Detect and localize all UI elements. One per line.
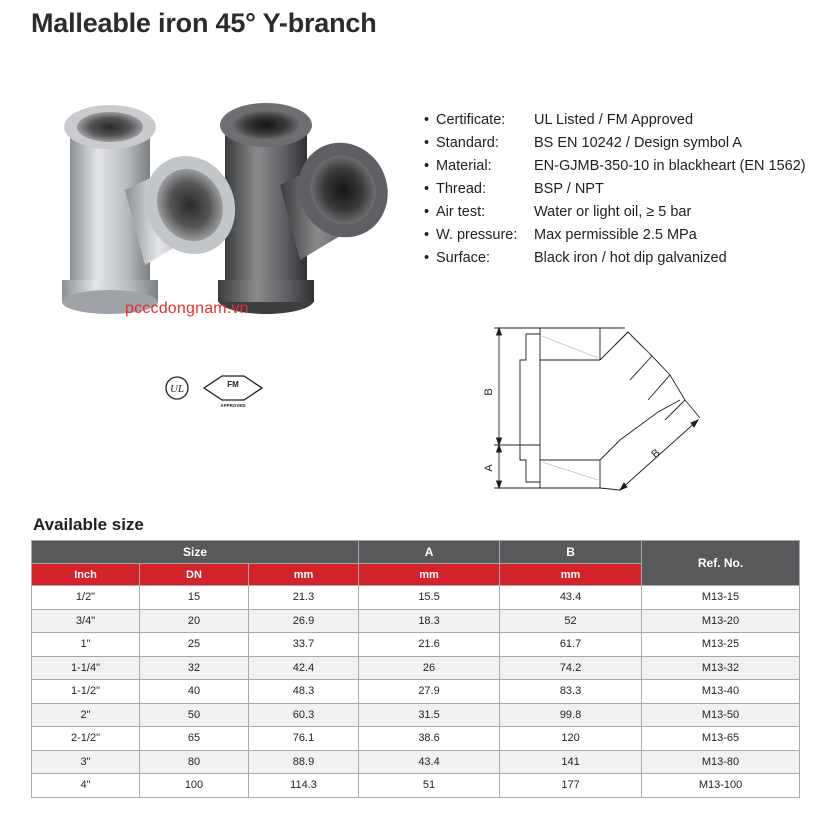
cell-mm: 88.9 [249,750,359,774]
cell-mm: 114.3 [249,774,359,798]
cell-a: 15.5 [359,586,500,610]
cell-mm: 21.3 [249,586,359,610]
dimension-label-b-vertical: B [483,388,495,396]
spec-label: Thread: [436,180,486,197]
subheader-inch: Inch [32,564,140,586]
table-row [32,633,800,657]
cell-ref: M13-100 [642,774,800,798]
table-row [32,750,800,774]
subheader-mm: mm [249,564,359,586]
table-row [32,727,800,751]
fm-approved-logo-icon [204,376,262,408]
cell-dn: 65 [140,727,249,751]
spec-value: UL Listed / FM Approved [534,111,694,128]
cell-mm: 48.3 [249,680,359,704]
bullet-icon: • [424,249,430,266]
cell-inch: 3" [32,750,140,774]
spec-label: Standard: [436,134,499,151]
bullet-icon: • [424,226,430,243]
cell-b: 61.7 [500,633,642,657]
bullet-icon: • [424,157,430,174]
cell-a: 38.6 [359,727,500,751]
cell-dn: 25 [140,633,249,657]
cell-b: 43.4 [500,586,642,610]
cell-mm: 33.7 [249,633,359,657]
spec-value: Black iron / hot dip galvanized [534,249,727,266]
subheader-b-mm: mm [500,564,642,586]
ul-logo-text: UL [169,383,185,395]
cell-a: 26 [359,656,500,680]
page-title: Malleable iron 45° Y-branch [31,8,377,38]
cell-inch: 1-1/4" [32,656,140,680]
subheader-dn: DN [140,564,249,586]
cell-b: 74.2 [500,656,642,680]
dimension-diagram [480,320,705,495]
black-iron-fitting [218,103,395,314]
cell-a: 31.5 [359,703,500,727]
product-photo [50,95,395,335]
cell-ref: M13-15 [642,586,800,610]
spec-value: EN-GJMB-350-10 in blackheart (EN 1562) [534,157,806,174]
spec-value: BSP / NPT [534,180,604,197]
cell-a: 27.9 [359,680,500,704]
cell-ref: M13-65 [642,727,800,751]
spec-row [424,223,819,246]
header-size: Size [32,541,359,564]
cell-a: 51 [359,774,500,798]
cell-inch: 2-1/2" [32,727,140,751]
subheader-a-mm: mm [359,564,500,586]
header-ref-no: Ref. No. [642,541,800,586]
cell-inch: 1/2" [32,586,140,610]
cell-dn: 32 [140,656,249,680]
spec-label: Surface: [436,249,490,266]
header-a: A [359,541,500,564]
spec-label: W. pressure: [436,226,518,243]
bullet-icon: • [424,111,430,128]
spec-value: Water or light oil, ≥ 5 bar [534,203,692,220]
cell-ref: M13-25 [642,633,800,657]
cell-ref: M13-40 [642,680,800,704]
watermark: pcccdongnam.vn [125,300,249,317]
cell-inch: 4" [32,774,140,798]
cell-ref: M13-20 [642,609,800,633]
bullet-icon: • [424,180,430,197]
cell-b: 120 [500,727,642,751]
table-row [32,586,800,610]
certification-logos [162,370,282,410]
fm-logo-text: FM [227,380,239,389]
spec-row [424,108,819,131]
table-row [32,656,800,680]
cell-dn: 40 [140,680,249,704]
cell-ref: M13-32 [642,656,800,680]
bullet-icon: • [424,134,430,151]
spec-row [424,154,819,177]
cell-b: 99.8 [500,703,642,727]
cell-mm: 76.1 [249,727,359,751]
cell-dn: 15 [140,586,249,610]
cell-a: 21.6 [359,633,500,657]
table-row [32,703,800,727]
cell-mm: 26.9 [249,609,359,633]
cell-ref: M13-50 [642,703,800,727]
dimension-label-b-diagonal: B [649,446,663,461]
cell-b: 177 [500,774,642,798]
spec-row [424,200,819,223]
spec-label: Air test: [436,203,486,220]
cell-inch: 2" [32,703,140,727]
spec-list [424,108,819,269]
spec-label: Certificate: [436,111,506,128]
cell-dn: 100 [140,774,249,798]
table-row [32,774,800,798]
spec-value: Max permissible 2.5 MPa [534,226,697,243]
cell-dn: 50 [140,703,249,727]
cell-inch: 1-1/2" [32,680,140,704]
bullet-icon: • [424,203,430,220]
header-b: B [500,541,642,564]
fm-logo-subtext: APPROVED [220,403,246,408]
cell-dn: 20 [140,609,249,633]
section-title: Available size [33,515,144,534]
cell-inch: 1" [32,633,140,657]
spec-label: Material: [436,157,492,174]
cell-a: 43.4 [359,750,500,774]
cell-mm: 60.3 [249,703,359,727]
spec-row [424,131,819,154]
cell-mm: 42.4 [249,656,359,680]
size-table [31,540,800,798]
cell-b: 52 [500,609,642,633]
cell-inch: 3/4" [32,609,140,633]
cell-ref: M13-80 [642,750,800,774]
spec-row [424,177,819,200]
cell-b: 141 [500,750,642,774]
spec-value: BS EN 10242 / Design symbol A [534,134,742,151]
cell-a: 18.3 [359,609,500,633]
ul-logo-icon [166,377,188,399]
table-row [32,680,800,704]
cell-b: 83.3 [500,680,642,704]
cell-dn: 80 [140,750,249,774]
table-row [32,609,800,633]
dimension-label-a: A [483,464,495,472]
spec-row [424,246,819,269]
